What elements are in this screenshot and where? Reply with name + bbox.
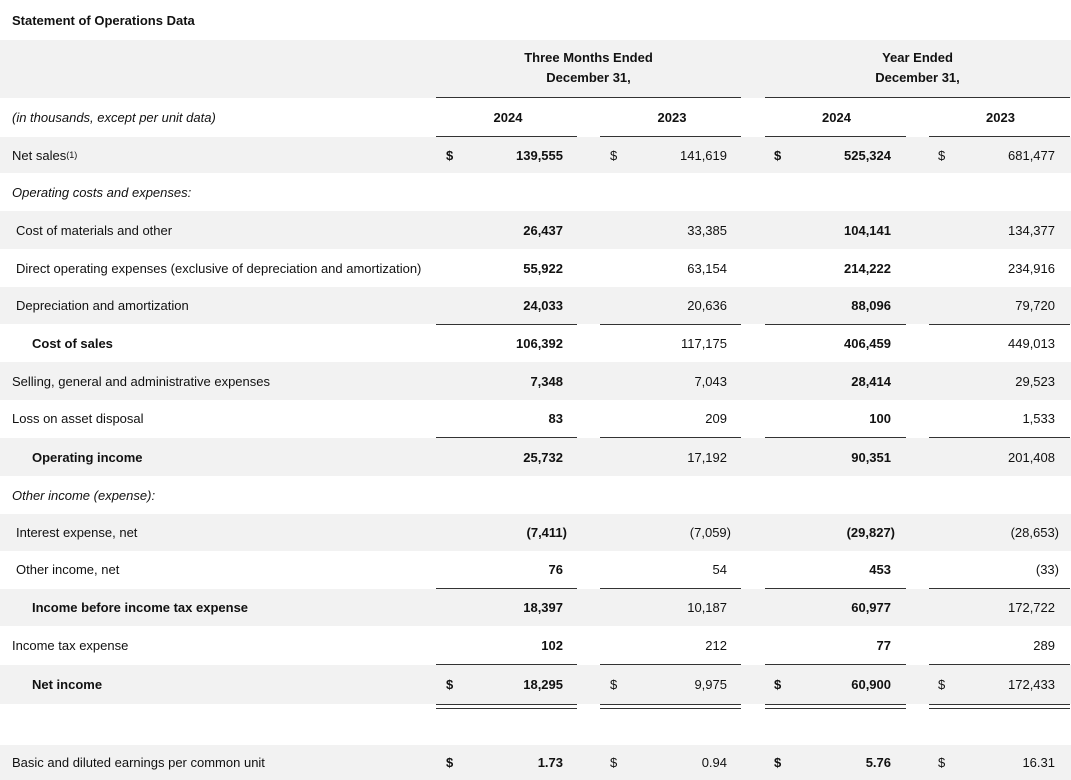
row-label: Net sales (1) (12, 147, 78, 163)
value-cell: 102 (541, 637, 563, 653)
year-col-2: 2023 (657, 109, 687, 125)
row-label: Basic and diluted earnings per common unit (12, 755, 265, 770)
currency-symbol: $ (938, 677, 946, 692)
value-cell: 55,922 (523, 260, 563, 276)
value-cell: 172,722 (1008, 600, 1055, 615)
currency-symbol: $ (446, 755, 454, 770)
value-cell: 134,377 (1008, 222, 1055, 238)
row-label: Interest expense, net (16, 525, 138, 540)
table-row (0, 137, 1071, 173)
table-row (0, 287, 1071, 324)
value-cell: 172,433 (1008, 677, 1055, 692)
value-cell: 209 (705, 411, 727, 426)
three-months-header (436, 48, 741, 88)
table-row (0, 325, 1071, 362)
value-cell: 17,192 (687, 449, 727, 465)
row-label: Loss on asset disposal (12, 411, 144, 426)
section-header-row (0, 173, 1071, 211)
section-header-row (0, 476, 1071, 514)
value-cell: 76 (548, 562, 563, 577)
value-cell: 16.31 (1022, 755, 1055, 770)
value-cell: (29,827) (846, 525, 895, 540)
currency-symbol: $ (610, 677, 618, 692)
currency-symbol: $ (610, 147, 618, 163)
three-months-line1: Three Months Ended (524, 50, 653, 65)
table-row (0, 551, 1071, 588)
row-label: Operating income (32, 449, 143, 465)
value-cell: 29,523 (1015, 373, 1055, 389)
year-header-row (0, 98, 1071, 136)
currency-symbol: $ (774, 147, 782, 163)
value-cell: 18,295 (523, 677, 563, 692)
value-cell: 54 (712, 562, 727, 577)
row-label: Income before income tax expense (32, 600, 249, 615)
table-title: Statement of Operations Data (12, 12, 195, 28)
currency-symbol: $ (938, 147, 946, 163)
value-cell: 406,459 (844, 336, 891, 351)
currency-symbol: $ (446, 677, 454, 692)
value-cell: 139,555 (516, 147, 563, 163)
value-cell: 28,414 (851, 373, 891, 389)
value-cell: 90,351 (851, 449, 891, 465)
year-col-3: 2024 (822, 109, 851, 125)
value-cell: 7,043 (694, 373, 727, 389)
value-cell: 26,437 (523, 222, 563, 238)
value-cell: 9,975 (694, 677, 727, 692)
value-cell: 141,619 (680, 147, 727, 163)
table-row (0, 745, 1071, 780)
value-cell: 201,408 (1008, 449, 1055, 465)
value-cell: (33) (1035, 562, 1059, 577)
value-cell: 104,141 (844, 222, 891, 238)
table-row (0, 438, 1071, 476)
value-cell: 10,187 (687, 600, 727, 615)
value-cell: 88,096 (851, 298, 891, 313)
row-label: Selling, general and administrative expenses (12, 373, 270, 389)
value-cell: 5.76 (865, 755, 891, 770)
value-cell: (7,411) (526, 525, 567, 540)
value-cell: 25,732 (523, 449, 563, 465)
table-row (0, 514, 1071, 551)
table-row (0, 665, 1071, 704)
value-cell: 83 (548, 411, 563, 426)
value-cell: 117,175 (680, 336, 727, 351)
value-cell: 33,385 (687, 222, 727, 238)
value-cell: 214,222 (844, 260, 891, 276)
value-cell: (7,059) (689, 525, 731, 540)
value-cell: 63,154 (687, 260, 727, 276)
year-col-1: 2024 (493, 109, 523, 125)
row-label: Cost of materials and other (16, 222, 173, 238)
year-ended-line2: December 31, (875, 70, 960, 85)
table-row (0, 626, 1071, 664)
table-row (0, 249, 1071, 287)
value-cell: 234,916 (1008, 260, 1055, 276)
value-cell: 106,392 (516, 336, 563, 351)
value-cell: 7,348 (530, 373, 563, 389)
section-label: Other income (expense): (12, 487, 156, 503)
value-cell: 0.94 (701, 755, 727, 770)
row-label: Depreciation and amortization (16, 298, 189, 313)
value-cell: 453 (869, 562, 891, 577)
value-cell: 24,033 (523, 298, 563, 313)
table-row (0, 211, 1071, 249)
value-cell: 100 (869, 411, 891, 426)
units-label: (in thousands, except per unit data) (12, 109, 216, 125)
spacer-row (0, 704, 1071, 745)
three-months-line2: December 31, (546, 70, 631, 85)
value-cell: 212 (705, 637, 727, 653)
currency-symbol: $ (446, 147, 454, 163)
value-cell: 18,397 (523, 600, 563, 615)
row-label: Income tax expense (12, 637, 129, 653)
table-row (0, 589, 1071, 626)
currency-symbol: $ (774, 755, 782, 770)
value-cell: 77 (876, 637, 891, 653)
title-row (0, 0, 1071, 40)
row-label: Other income, net (16, 562, 120, 577)
value-cell: 449,013 (1008, 336, 1055, 351)
value-cell: 60,977 (851, 600, 891, 615)
value-cell: 1.73 (537, 755, 563, 770)
row-label: Direct operating expenses (exclusive of depreciation and amortization) (16, 260, 422, 276)
value-cell: 525,324 (844, 147, 891, 163)
value-cell: 681,477 (1008, 147, 1055, 163)
value-cell: 60,900 (851, 677, 891, 692)
table-row (0, 362, 1071, 400)
currency-symbol: $ (938, 755, 946, 770)
value-cell: (28,653) (1010, 525, 1059, 540)
table-row (0, 400, 1071, 437)
year-ended-header (765, 48, 1070, 88)
section-label: Operating costs and expenses: (12, 184, 192, 200)
year-ended-line1: Year Ended (882, 50, 953, 65)
period-header-row (0, 40, 1071, 98)
currency-symbol: $ (774, 677, 782, 692)
value-cell: 1,533 (1022, 411, 1055, 426)
year-col-4: 2023 (986, 109, 1015, 125)
currency-symbol: $ (610, 755, 618, 770)
row-label: Cost of sales (32, 336, 113, 351)
value-cell: 79,720 (1015, 298, 1055, 313)
row-label: Net income (32, 677, 103, 692)
value-cell: 289 (1033, 637, 1055, 653)
value-cell: 20,636 (687, 298, 727, 313)
